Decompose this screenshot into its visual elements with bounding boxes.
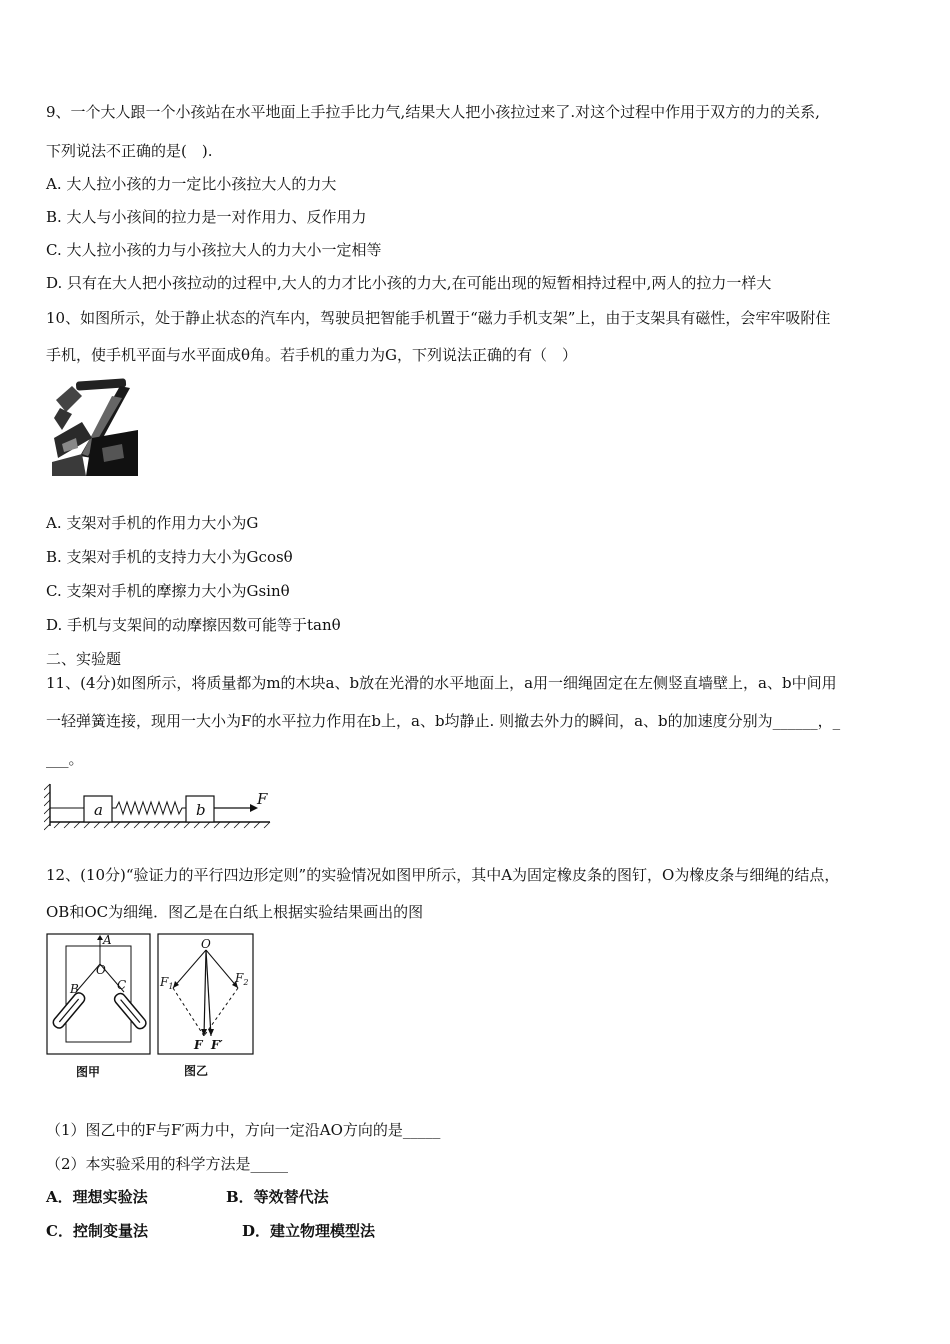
q10-stem-line2: 手机，使手机平面与水平面成θ角。若手机的重力为G，下列说法正确的有（ ） <box>46 346 578 364</box>
fig-yi-label-o: O <box>201 937 211 951</box>
q12-stem-line2: OB和OC为细绳．图乙是在白纸上根据实验结果画出的图 <box>46 903 424 921</box>
q12-option-d: D．建立物理模型法 <box>242 1222 376 1240</box>
phone-holder-photo <box>52 378 138 476</box>
fig-jia-caption: 图甲 <box>76 1065 101 1079</box>
fig-yi-label-f-prime: F′ <box>211 1038 223 1052</box>
q12-sub1: （1）图乙中的F与F′两力中，方向一定沿AO方向的是_____ <box>46 1121 441 1139</box>
fig-yi-caption: 图乙 <box>184 1064 209 1078</box>
q11-stem-line2: 一轻弹簧连接，现用一大小为F的水平拉力作用在b上，a、b均静止. 则撤去外力的瞬间，a、b的加速度分别为______，_ <box>46 712 841 730</box>
q11-stem-line1: 11、(4分)如图所示，将质量都为m的木块a、b放在光滑的水平地面上，a用一细绳固定在左侧竖直墙壁上，a、b中间用 <box>46 674 837 692</box>
fig-yi-label-f: F <box>194 1038 203 1052</box>
block-b-label: b <box>196 801 206 819</box>
force-f-label: F <box>257 790 268 808</box>
q12-sub2: （2）本实验采用的科学方法是_____ <box>46 1155 289 1173</box>
fig-jia-label-a: A <box>103 933 112 947</box>
q12-option-c: C．控制变量法 <box>46 1222 148 1240</box>
fig-jia-label-c: C <box>117 978 127 992</box>
q12-option-a: A．理想实验法 <box>46 1188 148 1206</box>
fig-yi-label-f1: $F_1$ <box>160 975 174 991</box>
fig-jia-label-o: O <box>96 963 106 977</box>
q10-option-d: D. 手机与支架间的动摩擦因数可能等于tanθ <box>46 616 341 634</box>
q9-option-b: B. 大人与小孩间的拉力是一对作用力、反作用力 <box>46 208 367 226</box>
q10-option-c: C. 支架对手机的摩擦力大小为Gsinθ <box>46 582 290 600</box>
q10-option-a: A. 支架对手机的作用力大小为G <box>46 514 259 532</box>
q9-stem-line1: 9、一个大人跟一个小孩站在水平地面上手拉手比力气,结果大人把小孩拉过来了.对这个过程中作用于双方的力的关系, <box>46 103 820 121</box>
q9-option-a: A. 大人拉小孩的力一定比小孩拉大人的力大 <box>46 175 337 193</box>
block-a-label: a <box>94 801 103 819</box>
q9-option-c: C. 大人拉小孩的力与小孩拉大人的力大小一定相等 <box>46 241 382 259</box>
q9-stem-line2: 下列说法不正确的是( ). <box>46 142 213 160</box>
spring-block-diagram <box>44 782 274 834</box>
q11-stem-line3: ___。 <box>46 750 84 768</box>
fig-jia-label-b: B <box>70 982 79 996</box>
q12-option-b: B．等效替代法 <box>226 1188 329 1206</box>
section-heading: 二、实验题 <box>46 650 122 668</box>
fig-yi-label-f2: $F_2$ <box>235 971 249 987</box>
q10-option-b: B. 支架对手机的支持力大小为Gcosθ <box>46 548 293 566</box>
experiment-figures <box>46 932 256 1082</box>
q12-stem-line1: 12、(10分)“验证力的平行四边形定则”的实验情况如图甲所示，其中A为固定橡皮条的图钉，O为橡皮条与细绳的结点， <box>46 866 840 884</box>
q9-option-d: D. 只有在大人把小孩拉动的过程中,大人的力才比小孩的力大,在可能出现的短暂相持过程中,两人的拉力一样大 <box>46 274 772 292</box>
q10-stem-line1: 10、如图所示，处于静止状态的汽车内，驾驶员把智能手机置于“磁力手机支架”上，由于支架具有磁性，会牢牢吸附住 <box>46 309 831 327</box>
